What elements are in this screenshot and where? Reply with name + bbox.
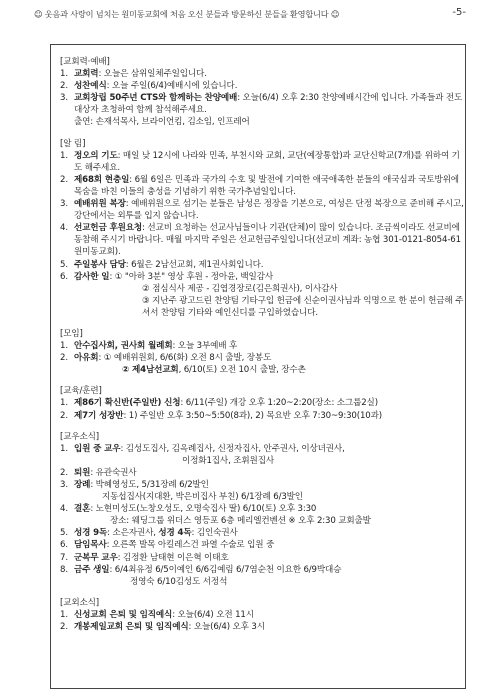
item-label: 성경 4독: [158, 528, 192, 539]
item-label: ② 제4남선교회: [122, 365, 179, 376]
list-item: 1. 정오의 기도: 매일 낮 12시에 나라와 민족, 부천시와 교회, 교단(예장통합)과 교단신학교(7개)를 위하여 기도 해주세요.: [60, 150, 460, 173]
item-label: 담임목사: [74, 540, 107, 551]
item-label: 성찬예식: [74, 81, 107, 92]
bulletin-content: [60, 56, 464, 633]
item-label: 아유회: [74, 353, 99, 364]
item-label: 개봉제일교회 은퇴 및 임직예식: [74, 622, 189, 633]
item-label: 결혼: [74, 504, 91, 515]
section-title: [교회력·예배]: [60, 57, 110, 67]
list-item: 1. 교회력: 오늘은 삼위일체주일입니다.: [60, 69, 207, 80]
list-item: 2. 성찬예식: 오늘 주일(6/4)예배시에 있습니다.: [60, 81, 238, 92]
list-item: 2. 아유회: ① 예배위원회, 6/6(화) 오전 8시 출발, 장봉도: [60, 353, 272, 364]
section-title: [알 림]: [60, 138, 86, 149]
section-notices: [60, 138, 464, 319]
list-item: 1. 제86기 확신반(주일반) 신청: 6/11(주일) 개강 오후 1:20~2:20(장소: 소그룹2실): [60, 398, 378, 409]
list-item: 2. 제68회 현충일: 6월 6일은 민족과 국가의 수호 및 발전에 기여한 애국애족한 분들의 애국심과 국토방위에 목숨을 바친 이들의 충성을 기념하기 위한 국가추념일입니다.: [60, 174, 459, 197]
item-label: 감사한 일: [74, 271, 110, 282]
list-item: 4. 선교헌금 후원요청: 선교비 요청하는 선교사님들이나 기관(단체)이 많이 있습니다. 조금씩이라도 선교비에 동참해 주시기 바랍니다. 매월 마지막 주일은 선교헌금주일입니다(선교비 계좌: 농협 301-0121-8054-61 원미동교회).: [60, 223, 461, 258]
list-item: 3. 장례: 박혜영성도, 5/31장례 6/2발인 지동섭집사(지대환, 박은비집사 부친) 6/1장례 6/3발인: [60, 480, 303, 503]
section-title: [교육/훈련]: [60, 386, 102, 397]
item-label: 군복무 교우: [74, 552, 118, 563]
item-label: 제7기 성장반: [74, 410, 124, 421]
list-item: 8. 금주 생일: 6/4최유정 6/5이예인 6/6김예림 6/7염순천 이요한 6/9박대승 정영숙 6/10김성도 서정석: [60, 564, 342, 587]
list-item: 2. 퇴원: 유관숙권사: [60, 467, 137, 478]
section-title: [교외소식]: [60, 597, 100, 608]
sub-item: ② 점심식사 제공 - 김엽경장로(김은희권사), 이사감사: [142, 283, 338, 294]
section-meetings: [60, 328, 464, 376]
page-number: -5-: [452, 7, 466, 18]
list-item: ② 제4남선교회, 6/10(토) 오전 10시 출발, 장수촌: [122, 365, 306, 376]
list-item: 2. 제7기 성장반: 1) 주일반 오후 3:50~5:50(8과), 2) 목요반 오후 7:30~9:30(10과): [60, 410, 382, 421]
list-item: 1. 안수집사회, 권사회 월례회: 오늘 3부예배 후: [60, 341, 238, 352]
item-label: 주일봉사 담당: [74, 259, 126, 270]
item-label: 교회창립 50주년 CTS와 함께하는 찬양예배: [74, 93, 238, 104]
performers: 출연: 손재석목사, 브라이언킴, 김소임, 인프레어: [74, 117, 250, 128]
item-label: 성경 9독: [74, 528, 108, 539]
list-item: 5. 주일봉사 담당: 6월은 2남선교회, 제1권사회입니다.: [60, 259, 264, 270]
item-label: 교회력: [74, 69, 99, 80]
item-label: 정오의 기도: [74, 150, 118, 161]
section-members: [60, 431, 464, 588]
section-education: [60, 385, 464, 421]
section-external: [60, 597, 464, 633]
item-label: 금주 생일: [74, 564, 110, 575]
section-title: [교우소식]: [60, 431, 100, 442]
sub-item: ③ 지난주 광고드린 찬양팀 기타구입 헌금에 신순이권사님과 익명으로 한 분이 헌금해 주셔서 찬양팀 기타와 예인신디를 구입하였습니다.: [142, 295, 464, 318]
welcome-banner: ☺ 웃음과 사랑이 넘치는 원미동교회에 처음 오신 분들과 방문하신 분들을 환영합니다 ☺: [34, 9, 340, 19]
item-label: 입원 중 교우: [74, 443, 121, 454]
list-item: 1. 입원 중 교우: 김성도집사, 김옥례집사, 신정자집사, 안주권사, 이상녀권사, 이정화1집사, 조휘원집사: [60, 443, 345, 466]
list-item: 3. 교회창립 50주년 CTS와 함께하는 찬양예배: 오늘(6/4) 오후 2:30 찬양예배시간에 입니다. 가족들과 전도대상자 초청하여 함께 참석해주세요. 출연: 손재석목사, 브라이언킴, 김소임, 인프레어: [60, 93, 463, 128]
item-label: 신성교회 은퇴 및 임직예식: [74, 609, 173, 620]
list-item: 7. 군복무 교우: 김정환 남태현 이은혁 이태호: [60, 552, 229, 563]
list-item: 1. 신성교회 은퇴 및 임직예식: 오늘(6/4) 오전 11시: [60, 609, 254, 620]
list-item: 6. 감사한 일: ① "아하 3분" 영상 후원 - 정아윤, 백일감사: [60, 271, 273, 282]
list-item: 6. 담임목사: 오른쪽 발목 아킬레스건 파열 수술로 입원 중: [60, 540, 275, 551]
list-item: 5. 성경 9독: 소은자권사, 성경 4독: 김인숙권사: [60, 528, 238, 539]
item-label: 장례: [74, 480, 91, 490]
item-label: 제68회 현충일: [74, 174, 130, 185]
page-header: [0, 0, 496, 26]
list-item: 2. 개봉제일교회 은퇴 및 임직예식: 오늘(6/4) 오후 3시: [60, 622, 265, 633]
section-worship: [60, 56, 464, 129]
item-label: 퇴원: [74, 467, 91, 478]
item-label: 제86기 확신반(주일반) 신청: [74, 398, 181, 409]
item-label: 예배위원 복장: [74, 199, 126, 210]
item-label: 안수집사회, 권사회 월례회: [74, 341, 173, 352]
list-item: 4. 결혼: 노현미성도(노창오성도, 오명숙집사 딸) 6/10(토) 오후 3:30 장소: 웨딩그룹 위더스 영등포 6층 메리엘컨벤션 ※ 오후 2:30 교회출발: [60, 504, 371, 527]
section-title: [모임]: [60, 328, 83, 339]
list-item: 3. 예배위원 복장: 예배위원으로 섬기는 분들은 남성은 정장을 기본으로, 여성은 단정 복장으로 준비해 주시고, 강단에서는 외투를 입지 않습니다.: [60, 199, 464, 222]
item-label: 선교헌금 후원요청: [74, 223, 143, 234]
